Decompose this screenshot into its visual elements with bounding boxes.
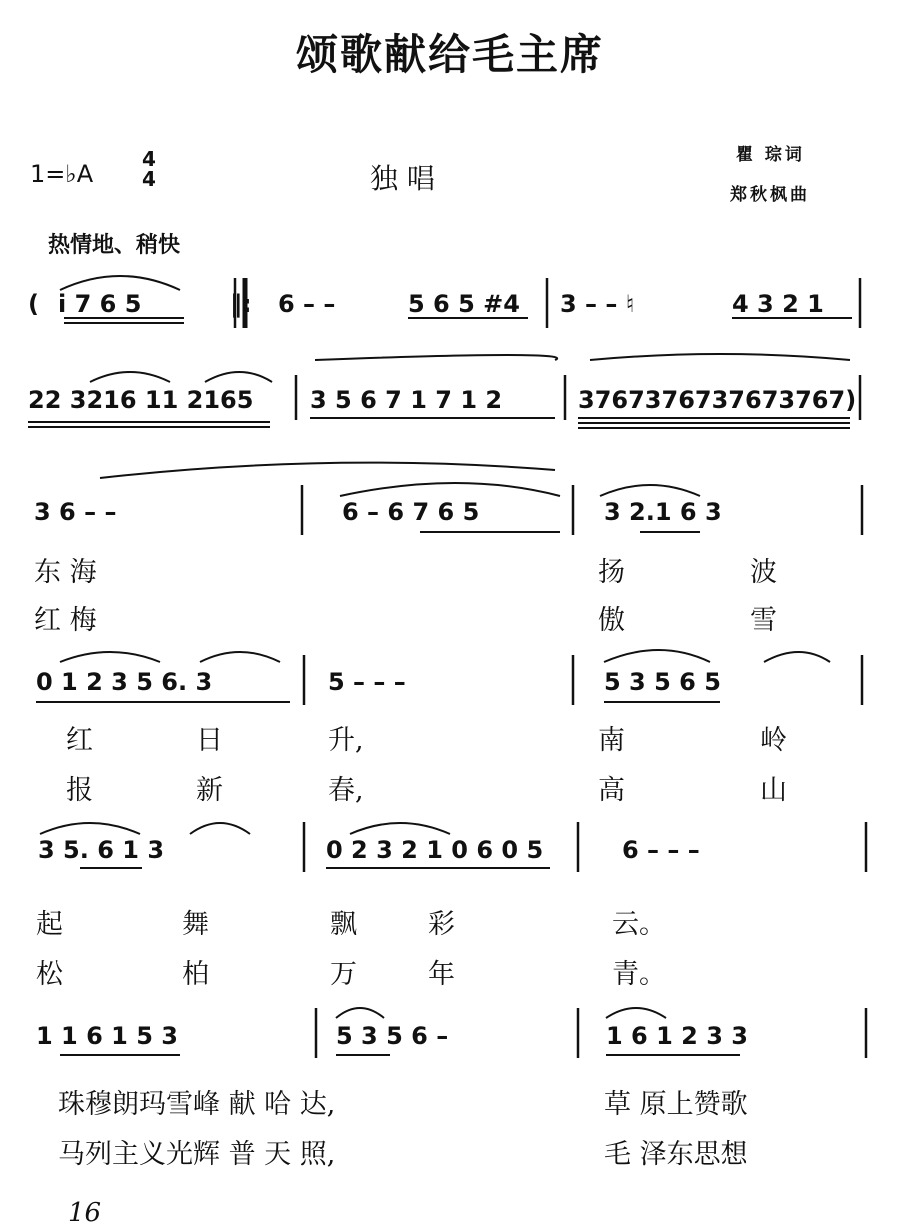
system-4-note-0: 0 1 2 3 5 6. 3: [36, 668, 213, 696]
system-3-note-0: 3 6 – –: [34, 498, 117, 526]
system-5-lyric-1-0: 起: [36, 909, 63, 940]
system-1-note-3: 6 – –: [278, 290, 336, 318]
system-6-note-2: 1 6 1 2 3 3: [606, 1022, 748, 1050]
system-5-lyric-2-0: 松: [36, 959, 63, 990]
system-4-lyric-1-4: 岭: [760, 725, 787, 756]
system-4-lyric-2-3: 高: [598, 775, 625, 806]
system-3-lyric-1-1: 扬: [598, 557, 625, 588]
system-4-lyric-1-1: 日: [196, 725, 223, 756]
system-5-lyric-1-3: 彩: [428, 909, 455, 940]
system-6-lyric-1-0: 珠穆朗玛雪峰 献 哈 达,: [58, 1089, 336, 1120]
system-3-note-2: 3 2.1 6 3: [604, 498, 722, 526]
system-2-note-1: 3 5 6 7 1 7 1 2: [310, 386, 503, 414]
system-3-lyric-1-0: 东 海: [34, 557, 97, 588]
system-1-note-5: 3 – – ♮: [560, 290, 635, 318]
tempo-marking: 热情地、稍快: [48, 233, 181, 258]
system-6-note-1: 5 3 5 6 –: [336, 1022, 449, 1050]
system-4-lyric-1-0: 红: [66, 725, 93, 756]
composer-credit: 郑秋枫曲: [730, 185, 810, 205]
system-5-note-2: 6 – – –: [622, 836, 700, 864]
time-signature-top: 4: [142, 146, 156, 171]
system-6-lyric-2-0: 马列主义光辉 普 天 照,: [58, 1139, 336, 1170]
system-3-lyric-2-2: 雪: [750, 605, 777, 636]
system-4-lyric-1-2: 升,: [328, 725, 364, 756]
system-5-lyric-1-2: 飘: [330, 909, 357, 940]
performance-type: 独 唱: [370, 162, 435, 195]
system-2-note-2: 3767376737673767): [578, 386, 857, 414]
system-6-note-0: 1 1 6 1 5 3: [36, 1022, 178, 1050]
system-4-note-2: 5 3 5 6 5: [604, 668, 721, 696]
system-1-note-2: ‖:: [230, 290, 252, 318]
system-1-note-6: 4 3 2 1: [732, 290, 824, 318]
system-5-lyric-2-3: 年: [428, 959, 455, 990]
system-5-lyric-1-1: 舞: [182, 909, 209, 940]
system-4-lyric-2-0: 报: [66, 775, 93, 806]
lyricist-credit: 瞿 琮词: [736, 145, 805, 165]
system-5-note-1: 0 2 3 2 1 0 6 0 5: [326, 836, 544, 864]
system-5-lyric-2-2: 万: [330, 959, 357, 990]
system-5-lyric-2-4: 青。: [612, 959, 666, 990]
system-1-note-0: (: [28, 290, 39, 318]
system-1-note-4: 5 6 5 #4: [408, 290, 520, 318]
system-6-lyric-1-1: 草 原上赞歌: [604, 1089, 748, 1120]
system-5-lyric-2-1: 柏: [182, 959, 209, 990]
system-4-lyric-2-4: 山: [760, 775, 787, 806]
time-signature-bottom: 4: [142, 167, 156, 191]
system-5-note-0: 3 5. 6 1 3: [38, 836, 165, 864]
system-5-lyric-1-4: 云。: [612, 909, 666, 940]
system-4-note-1: 5 – – –: [328, 668, 406, 696]
system-4-lyric-2-2: 春,: [328, 775, 364, 806]
system-4-lyric-2-1: 新: [196, 775, 223, 806]
system-4-lyric-1-3: 南: [598, 725, 625, 756]
song-title: 颂歌献给毛主席: [295, 30, 604, 79]
system-6-lyric-2-1: 毛 泽东思想: [604, 1139, 748, 1170]
system-2-note-0: 22 3216 11 2165: [28, 386, 254, 414]
page-number: 16: [68, 1198, 102, 1228]
system-3-lyric-1-2: 波: [750, 557, 777, 588]
key-signature: 1=♭A: [30, 160, 94, 188]
system-3-lyric-2-1: 傲: [598, 605, 625, 636]
system-3-lyric-2-0: 红 梅: [34, 605, 97, 636]
system-3-note-1: 6 – 6 7 6 5: [342, 498, 480, 526]
system-1-note-1: i 7 6 5: [58, 290, 142, 318]
